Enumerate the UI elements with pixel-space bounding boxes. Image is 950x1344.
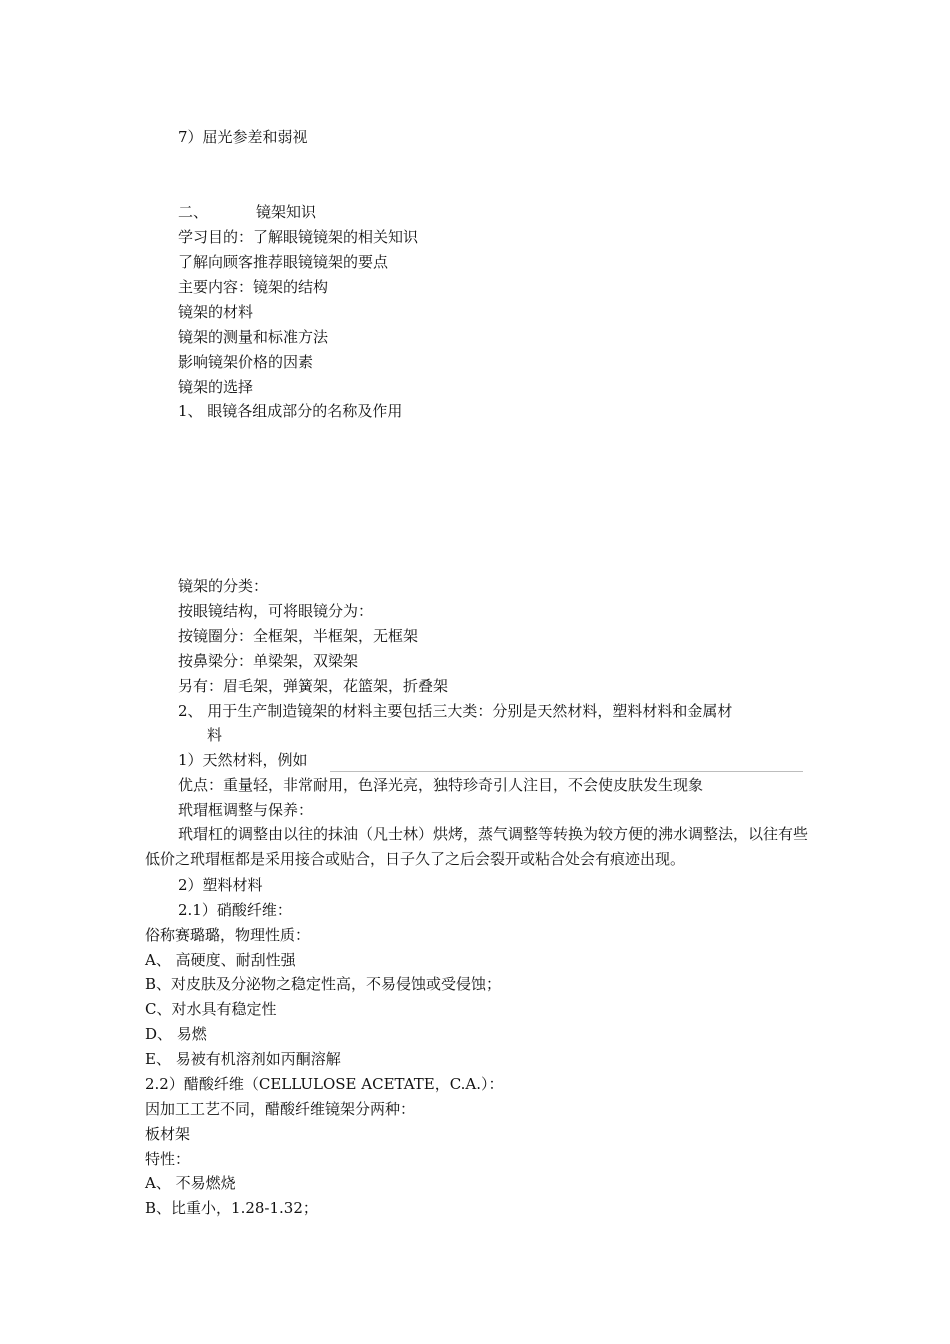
celluloid-properties: 俗称赛璐璐，物理性质： [145,926,311,944]
section-title: 镜架知识 [256,203,317,221]
materials-heading-wrap: 料 [207,726,223,744]
natural-materials: 1）天然材料，例如 [178,751,308,769]
list-item-anisometropia: 7）屈光参差和弱视 [178,128,308,146]
advantages: 优点：重量轻，非常耐用，色泽光亮，独特珍奇引人注目，不会使皮肤发生现象 [178,776,704,794]
learning-goal: 学习目的：了解眼镜镜架的相关知识 [178,228,419,246]
frame-classification-label: 镜架的分类： [178,577,269,595]
tortoiseshell-care-paragraph: 玳瑁杠的调整由以往的抹油（凡士林）烘烤，蒸气调整等转换为较方便的沸水调整法，以往有些低价之玳瑁框都是采用接合或贴合，日子久了之后会裂开或粘合处会有痕迹出现。 [145,825,809,868]
nitrocellulose-heading: 2.1）硝酸纤维： [178,901,292,919]
main-content-label: 主要内容：镜架的结构 [178,278,329,296]
characteristic-a: A、 不易燃烧 [145,1174,236,1192]
materials-heading: 2、 用于生产制造镜架的材料主要包括三大类：分别是天然材料，塑料材料和金属材 [178,702,733,720]
property-a: A、 高硬度、耐刮性强 [145,951,296,969]
acetate-heading: 2.2）醋酸纤维（CELLULOSE ACETATE，C.A.）： [145,1075,504,1093]
sheet-frame: 板材架 [145,1125,191,1143]
content-item-measurement: 镜架的测量和标准方法 [178,328,329,346]
content-item-materials: 镜架的材料 [178,303,254,321]
characteristics-label: 特性： [145,1150,191,1168]
section-number: 二、 [178,203,209,221]
characteristic-b: B、比重小，1.28-1.32； [145,1199,318,1217]
section-heading-frame-knowledge [178,202,316,222]
classification-other: 另有：眉毛架，弹簧架，花篮架，折叠架 [178,677,449,695]
property-c: C、对水具有稳定性 [145,1000,277,1018]
tortoiseshell-care-heading: 玳瑁框调整与保养： [178,801,314,819]
property-b: B、对皮肤及分泌物之稳定性高，不易侵蚀或受侵蚀； [145,975,502,993]
classification-by-rim: 按镜圈分：全框架，半框架，无框架 [178,627,419,645]
plastic-materials: 2）塑料材料 [178,876,263,894]
content-item-selection: 镜架的选择 [178,378,254,396]
property-e: E、 易被有机溶剂如丙酮溶解 [145,1050,341,1068]
fill-in-rule [330,771,803,772]
acetate-types: 因加工工艺不同，醋酸纤维镜架分两种： [145,1100,416,1118]
subheading-parts: 1、 眼镜各组成部分的名称及作用 [178,402,403,420]
classification-by-bridge: 按鼻梁分：单梁架，双梁架 [178,652,359,670]
property-d: D、 易燃 [145,1025,207,1043]
learning-goal-2: 了解向顾客推荐眼镜镜架的要点 [178,253,389,271]
classification-intro: 按眼镜结构，可将眼镜分为： [178,602,374,620]
content-item-price-factors: 影响镜架价格的因素 [178,353,314,371]
